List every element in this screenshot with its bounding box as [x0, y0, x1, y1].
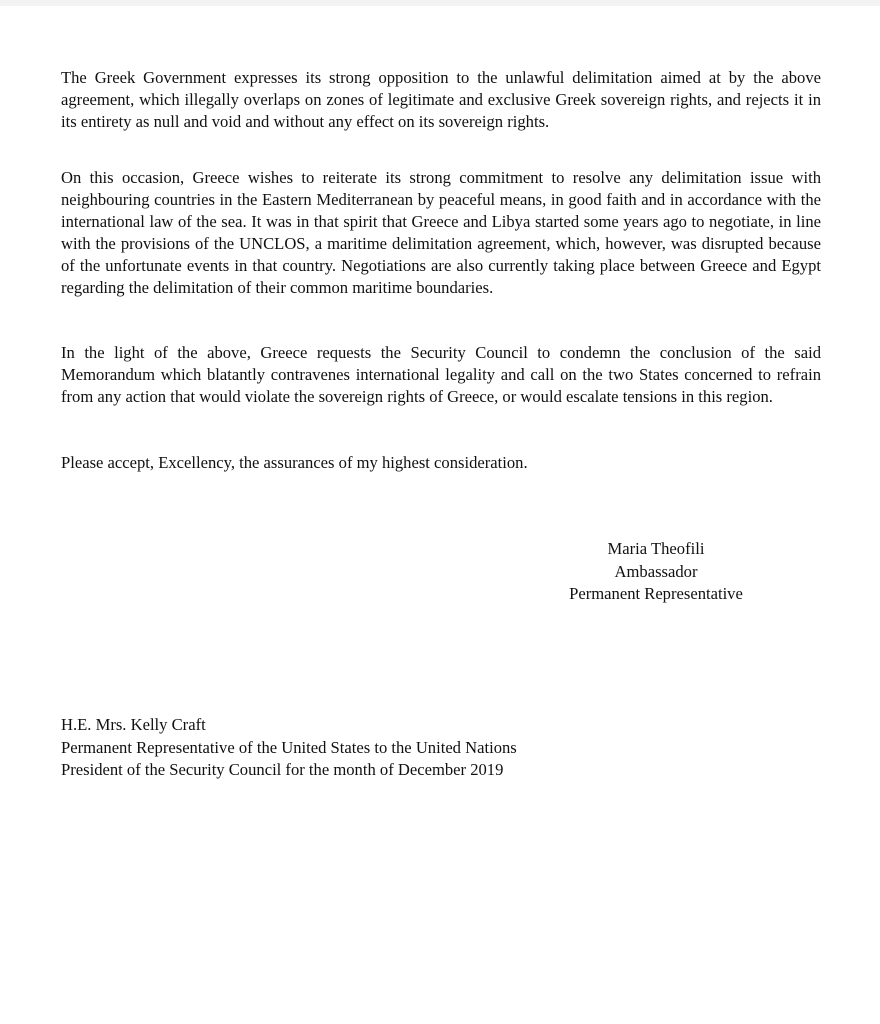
top-border	[0, 0, 880, 6]
signatory-title: Ambassador	[614, 561, 698, 581]
paragraph-commitment: On this occasion, Greece wishes to reiterate its strong commitment to resolve any delimitation issue with neighbouring countries in the Eastern Mediterranean by peaceful means, in good faith and in accordance with the international law of the sea. It was in that spirit that Greece and Libya started some years ago to negotiate, in line with the provisions of the UNCLOS, a maritime delimitation agreement, which, however, was disrupted because of the unfortunate events in that country. Negotiations are also currently taking place between Greece and Egypt regarding the delimitation of their common maritime boundaries.	[61, 168, 821, 297]
paragraph-closing: Please accept, Excellency, the assurances of my highest consideration.	[61, 453, 528, 472]
paragraph-opposition: The Greek Government expresses its strong opposition to the unlawful delimitation aimed at by the above agreement, which illegally overlaps on zones of legitimate and exclusive Greek sovereign rights, and rejects it in its entirety as null and void and without any effect on its sovereign rights.	[61, 68, 821, 131]
paragraph-request: In the light of the above, Greece requests the Security Council to condemn the conclusion of the said Memorandum which blatantly contravenes international legality and call on the two States concerned to refrain from any action that would violate the sovereign rights of Greece, or would escalate tensions in this region.	[61, 343, 821, 406]
addressee-line-1: Permanent Representative of the United States to the United Nations	[61, 737, 517, 757]
addressee-line-2: President of the Security Council for the month of December 2019	[61, 760, 504, 779]
addressee-name: H.E. Mrs. Kelly Craft	[61, 715, 206, 734]
signatory-role: Permanent Representative	[569, 584, 743, 603]
addressee-block	[61, 714, 517, 782]
signature-block	[540, 538, 772, 606]
signatory-name: Maria Theofili	[607, 539, 705, 558]
